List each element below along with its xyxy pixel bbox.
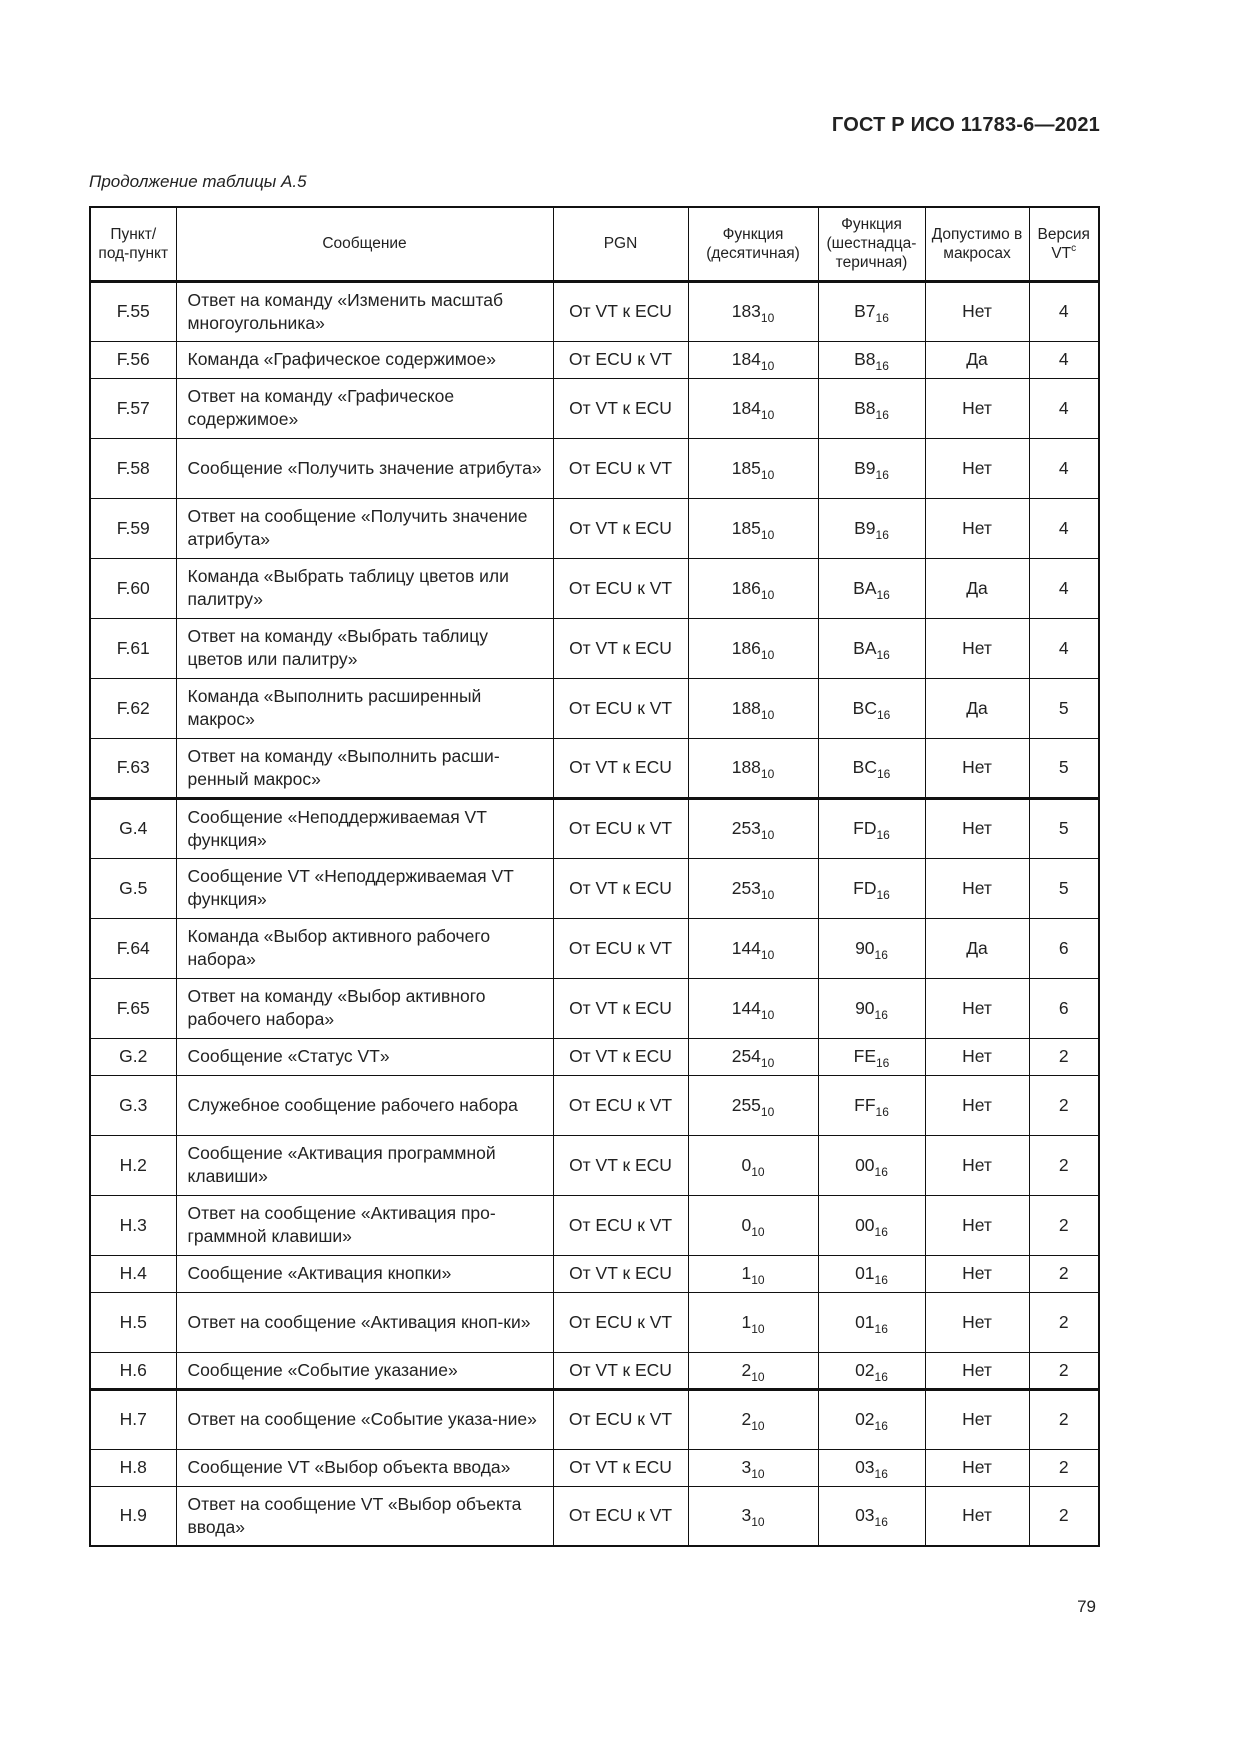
func-dec-cell: [688, 1352, 818, 1389]
item-cell: F.64: [90, 918, 176, 978]
func-dec-base: 10: [751, 1321, 765, 1336]
func-hex-base: 16: [876, 707, 891, 722]
message-cell: Сообщение «Неподдерживаемая VT функция»: [176, 798, 553, 858]
func-hex-base: 16: [876, 767, 891, 781]
message-cell: Ответ на команду «Изменить масштаб многоугольника»: [176, 281, 553, 341]
func-dec-cell: [688, 1449, 818, 1486]
item-cell: H.9: [90, 1486, 176, 1546]
pgn-cell: От ECU к VT: [553, 341, 688, 378]
func-dec-value: 0: [741, 1214, 752, 1235]
func-dec-base: 10: [760, 467, 775, 482]
func-dec-cell: [688, 858, 818, 918]
col-func-dec-header: Функция (десятичная): [688, 207, 818, 281]
item-cell: F.55: [90, 281, 176, 341]
table-row: [90, 1255, 1099, 1292]
macros-cell: Нет: [925, 978, 1029, 1038]
func-hex-cell: [818, 1292, 925, 1352]
version-cell: 2: [1029, 1352, 1099, 1389]
macros-cell: Нет: [925, 378, 1029, 438]
func-dec-base: 10: [760, 1007, 775, 1022]
func-hex-value: B8: [854, 349, 876, 369]
item-cell: G.5: [90, 858, 176, 918]
func-hex-value: BC: [852, 697, 877, 718]
macros-cell: Нет: [925, 1292, 1029, 1352]
table-row: [90, 738, 1099, 798]
macros-cell: Да: [925, 341, 1029, 378]
message-cell: Сообщение VT «Выбор объекта ввода»: [176, 1449, 553, 1486]
func-dec-cell: [688, 1486, 818, 1546]
func-dec-cell: [688, 1389, 818, 1449]
pgn-cell: От ECU к VT: [553, 1486, 688, 1546]
message-cell: Ответ на сообщение «Событие указа-ние»: [176, 1389, 553, 1449]
col-macros-header: Допустимо в макросах: [925, 207, 1029, 281]
func-dec-value: 185: [731, 517, 761, 538]
func-dec-cell: [688, 1195, 818, 1255]
func-hex-base: 16: [874, 1419, 888, 1433]
version-cell: 2: [1029, 1292, 1099, 1352]
table-row: [90, 281, 1099, 341]
func-hex-value: 90: [855, 937, 875, 958]
func-dec-cell: [688, 1135, 818, 1195]
func-dec-base: 10: [760, 767, 775, 781]
table-row: [90, 1352, 1099, 1389]
item-cell: F.56: [90, 341, 176, 378]
pgn-cell: От VT к ECU: [553, 281, 688, 341]
func-hex-cell: [818, 1255, 925, 1292]
table-row: [90, 1135, 1099, 1195]
func-dec-base: 10: [760, 359, 775, 373]
func-dec-cell: [688, 678, 818, 738]
version-cell: 5: [1029, 738, 1099, 798]
item-cell: G.4: [90, 798, 176, 858]
func-hex-cell: [818, 378, 925, 438]
func-hex-base: 16: [876, 587, 890, 602]
item-cell: H.7: [90, 1389, 176, 1449]
message-cell: Команда «Выбрать таблицу цветов или палитру»: [176, 558, 553, 618]
table-row: [90, 978, 1099, 1038]
func-hex-base: 16: [875, 407, 889, 422]
version-cell: 2: [1029, 1449, 1099, 1486]
func-hex-cell: [818, 281, 925, 341]
func-hex-cell: [818, 558, 925, 618]
func-hex-value: B7: [854, 301, 876, 321]
func-hex-cell: [818, 1352, 925, 1389]
item-cell: H.2: [90, 1135, 176, 1195]
table-row: [90, 918, 1099, 978]
pgn-cell: От ECU к VT: [553, 438, 688, 498]
item-cell: F.58: [90, 438, 176, 498]
table-row: [90, 618, 1099, 678]
func-dec-base: 10: [760, 647, 775, 662]
func-dec-value: 185: [731, 457, 761, 478]
func-dec-cell: [688, 798, 818, 858]
macros-cell: Нет: [925, 1075, 1029, 1135]
item-cell: H.6: [90, 1352, 176, 1389]
col-func-hex-header: Функция (шестнадца-теричная): [818, 207, 925, 281]
func-hex-base: 16: [874, 1224, 888, 1239]
func-hex-cell: [818, 1195, 925, 1255]
item-cell: H.5: [90, 1292, 176, 1352]
func-dec-base: 10: [760, 947, 775, 962]
func-dec-cell: [688, 978, 818, 1038]
pgn-cell: От VT к ECU: [553, 738, 688, 798]
item-cell: G.2: [90, 1038, 176, 1075]
version-cell: 4: [1029, 498, 1099, 558]
func-hex-cell: [818, 498, 925, 558]
func-hex-value: B8: [854, 397, 876, 418]
func-hex-base: 16: [875, 359, 889, 373]
func-hex-value: 03: [855, 1457, 875, 1477]
func-hex-base: 16: [875, 311, 889, 325]
item-cell: H.4: [90, 1255, 176, 1292]
table-row: [90, 1075, 1099, 1135]
table-row: [90, 1449, 1099, 1486]
version-cell: 2: [1029, 1255, 1099, 1292]
func-hex-value: 03: [855, 1505, 875, 1526]
func-dec-base: 10: [760, 587, 775, 602]
version-cell: 2: [1029, 1389, 1099, 1449]
func-hex-value: 01: [855, 1311, 875, 1332]
func-dec-value: 188: [731, 757, 761, 777]
messages-table: [89, 206, 1100, 1547]
macros-cell: Нет: [925, 1255, 1029, 1292]
macros-cell: Нет: [925, 1195, 1029, 1255]
func-hex-value: 00: [855, 1214, 875, 1235]
version-cell: 5: [1029, 858, 1099, 918]
col-message-header: Сообщение: [176, 207, 553, 281]
func-hex-value: 02: [855, 1409, 875, 1429]
version-cell: 4: [1029, 281, 1099, 341]
message-cell: Ответ на сообщение VT «Выбор объекта ввода»: [176, 1486, 553, 1546]
pgn-cell: От VT к ECU: [553, 618, 688, 678]
table-row: [90, 798, 1099, 858]
func-dec-value: 1: [741, 1263, 752, 1283]
message-cell: Ответ на сообщение «Получить значение атрибута»: [176, 498, 553, 558]
pgn-cell: От VT к ECU: [553, 858, 688, 918]
item-cell: F.59: [90, 498, 176, 558]
macros-cell: Нет: [925, 798, 1029, 858]
func-dec-value: 183: [731, 301, 761, 321]
version-cell: 2: [1029, 1075, 1099, 1135]
func-dec-base: 10: [760, 707, 775, 722]
func-hex-cell: [818, 798, 925, 858]
macros-cell: Нет: [925, 1038, 1029, 1075]
func-hex-value: BA: [853, 577, 877, 598]
func-hex-base: 16: [876, 828, 890, 842]
macros-cell: Нет: [925, 858, 1029, 918]
message-cell: Ответ на сообщение «Активация про-граммной клавиши»: [176, 1195, 553, 1255]
func-hex-base: 16: [876, 887, 890, 902]
func-hex-base: 16: [875, 1104, 889, 1119]
func-dec-base: 10: [751, 1419, 765, 1433]
item-cell: F.62: [90, 678, 176, 738]
message-cell: Сообщение VT «Неподдерживаемая VT функция»: [176, 858, 553, 918]
func-dec-value: 188: [731, 697, 761, 718]
func-dec-base: 10: [760, 828, 775, 842]
message-cell: Ответ на команду «Выбрать таблицу цветов или палитру»: [176, 618, 553, 678]
pgn-cell: От ECU к VT: [553, 798, 688, 858]
func-dec-base: 10: [760, 527, 775, 542]
macros-cell: Нет: [925, 1486, 1029, 1546]
macros-cell: Да: [925, 678, 1029, 738]
func-dec-cell: [688, 1038, 818, 1075]
func-hex-cell: [818, 918, 925, 978]
func-dec-value: 253: [731, 818, 761, 838]
version-cell: 6: [1029, 978, 1099, 1038]
func-hex-value: FE: [853, 1046, 876, 1066]
func-dec-base: 10: [751, 1467, 765, 1481]
func-hex-cell: [818, 978, 925, 1038]
pgn-cell: От VT к ECU: [553, 378, 688, 438]
pgn-cell: От VT к ECU: [553, 1135, 688, 1195]
func-hex-cell: [818, 678, 925, 738]
item-cell: H.8: [90, 1449, 176, 1486]
func-hex-base: 16: [874, 1467, 888, 1481]
macros-cell: Нет: [925, 1352, 1029, 1389]
func-dec-base: 10: [751, 1224, 765, 1239]
version-cell: 2: [1029, 1135, 1099, 1195]
page-number: 79: [1077, 1597, 1096, 1616]
item-cell: F.63: [90, 738, 176, 798]
pgn-cell: От VT к ECU: [553, 1038, 688, 1075]
func-hex-cell: [818, 1486, 925, 1546]
func-hex-cell: [818, 1135, 925, 1195]
message-cell: Ответ на команду «Выполнить расши-ренный макрос»: [176, 738, 553, 798]
item-cell: F.61: [90, 618, 176, 678]
func-dec-cell: [688, 281, 818, 341]
macros-cell: Да: [925, 918, 1029, 978]
document-header: ГОСТ Р ИСО 11783-6—2021: [831, 114, 1100, 136]
item-cell: F.65: [90, 978, 176, 1038]
table-row: [90, 558, 1099, 618]
func-hex-base: 16: [874, 1273, 888, 1287]
func-dec-cell: [688, 738, 818, 798]
func-dec-base: 10: [751, 1369, 765, 1384]
version-cell: 4: [1029, 438, 1099, 498]
pgn-cell: От VT к ECU: [553, 978, 688, 1038]
func-dec-value: 2: [741, 1409, 752, 1429]
pgn-cell: От ECU к VT: [553, 1389, 688, 1449]
item-cell: G.3: [90, 1075, 176, 1135]
table-row: [90, 378, 1099, 438]
pgn-cell: От ECU к VT: [553, 918, 688, 978]
message-cell: Ответ на команду «Графическое содержимое»: [176, 378, 553, 438]
func-dec-base: 10: [751, 1515, 765, 1530]
message-cell: Команда «Выбор активного рабочего набора»: [176, 918, 553, 978]
macros-cell: Нет: [925, 738, 1029, 798]
macros-cell: Да: [925, 558, 1029, 618]
pgn-cell: От ECU к VT: [553, 1195, 688, 1255]
func-hex-value: BC: [852, 757, 877, 777]
table-row: [90, 438, 1099, 498]
version-cell: 4: [1029, 558, 1099, 618]
func-dec-base: 10: [760, 407, 775, 422]
version-cell: 5: [1029, 798, 1099, 858]
func-dec-base: 10: [760, 311, 775, 325]
func-dec-value: 1: [741, 1311, 752, 1332]
pgn-cell: От VT к ECU: [553, 1255, 688, 1292]
pgn-cell: От ECU к VT: [553, 1075, 688, 1135]
func-dec-value: 0: [741, 1154, 752, 1175]
func-dec-cell: [688, 1292, 818, 1352]
table-caption: Продолжение таблицы А.5: [89, 172, 307, 191]
message-cell: Сообщение «Получить значение атрибута»: [176, 438, 553, 498]
pgn-cell: От ECU к VT: [553, 558, 688, 618]
func-hex-base: 16: [874, 1007, 888, 1022]
macros-cell: Нет: [925, 1449, 1029, 1486]
func-dec-value: 184: [731, 349, 761, 369]
message-cell: Команда «Графическое содержимое»: [176, 341, 553, 378]
version-cell: 2: [1029, 1486, 1099, 1546]
col-item-header: Пункт/ под-пункт: [90, 207, 176, 281]
pgn-cell: От ECU к VT: [553, 1292, 688, 1352]
macros-cell: Нет: [925, 618, 1029, 678]
func-hex-cell: [818, 1038, 925, 1075]
func-dec-cell: [688, 498, 818, 558]
func-hex-cell: [818, 1075, 925, 1135]
func-hex-value: 02: [855, 1359, 875, 1380]
message-cell: Сообщение «Активация программной клавиши»: [176, 1135, 553, 1195]
pgn-cell: От VT к ECU: [553, 1449, 688, 1486]
func-hex-value: FF: [854, 1094, 876, 1115]
version-cell: 5: [1029, 678, 1099, 738]
table-row: [90, 1389, 1099, 1449]
table-row: [90, 1292, 1099, 1352]
func-dec-value: 186: [731, 637, 761, 658]
func-dec-cell: [688, 918, 818, 978]
func-hex-cell: [818, 341, 925, 378]
message-cell: Команда «Выполнить расширенный макрос»: [176, 678, 553, 738]
func-hex-value: 00: [855, 1154, 875, 1175]
col-version-header: [1029, 207, 1099, 281]
func-hex-base: 16: [876, 1056, 890, 1070]
func-dec-value: 144: [731, 997, 761, 1018]
table-row: [90, 1486, 1099, 1546]
func-hex-base: 16: [874, 1369, 888, 1384]
func-dec-value: 184: [731, 397, 761, 418]
col-pgn-header: PGN: [553, 207, 688, 281]
version-cell: 4: [1029, 618, 1099, 678]
func-hex-cell: [818, 618, 925, 678]
func-hex-cell: [818, 858, 925, 918]
pgn-cell: От VT к ECU: [553, 498, 688, 558]
pgn-cell: От VT к ECU: [553, 1352, 688, 1389]
item-cell: F.57: [90, 378, 176, 438]
func-dec-value: 254: [731, 1046, 761, 1066]
pgn-cell: От ECU к VT: [553, 678, 688, 738]
table-row: [90, 498, 1099, 558]
message-cell: Сообщение «Событие указание»: [176, 1352, 553, 1389]
func-hex-base: 16: [874, 1321, 888, 1336]
message-cell: Сообщение «Активация кнопки»: [176, 1255, 553, 1292]
macros-cell: Нет: [925, 1135, 1029, 1195]
func-hex-value: B9: [854, 517, 876, 538]
macros-cell: Нет: [925, 281, 1029, 341]
func-hex-value: FD: [853, 818, 877, 838]
func-hex-value: FD: [853, 877, 877, 898]
func-dec-value: 3: [741, 1457, 752, 1477]
func-hex-base: 16: [875, 467, 889, 482]
func-dec-cell: [688, 378, 818, 438]
func-hex-value: BA: [853, 637, 877, 658]
func-hex-cell: [818, 738, 925, 798]
col-version-footnote: c: [1071, 242, 1077, 254]
func-hex-base: 16: [874, 1164, 888, 1179]
table-row: [90, 678, 1099, 738]
func-hex-base: 16: [876, 647, 890, 662]
header-row: [90, 207, 1099, 281]
table-row: [90, 1195, 1099, 1255]
func-dec-value: 2: [741, 1359, 752, 1380]
func-hex-cell: [818, 1449, 925, 1486]
func-dec-base: 10: [751, 1273, 765, 1287]
func-dec-value: 144: [731, 937, 761, 958]
version-cell: 2: [1029, 1038, 1099, 1075]
item-cell: F.60: [90, 558, 176, 618]
func-dec-cell: [688, 1255, 818, 1292]
func-dec-base: 10: [760, 1056, 775, 1070]
func-hex-value: 01: [855, 1263, 875, 1283]
func-dec-value: 186: [731, 577, 761, 598]
func-hex-cell: [818, 438, 925, 498]
func-hex-base: 16: [875, 527, 889, 542]
func-dec-base: 10: [760, 1104, 775, 1119]
item-cell: H.3: [90, 1195, 176, 1255]
message-cell: Ответ на сообщение «Активация кноп-ки»: [176, 1292, 553, 1352]
func-dec-value: 253: [731, 877, 761, 898]
table-row: [90, 1038, 1099, 1075]
macros-cell: Нет: [925, 438, 1029, 498]
func-dec-value: 255: [731, 1094, 761, 1115]
message-cell: Служебное сообщение рабочего набора: [176, 1075, 553, 1135]
func-hex-value: B9: [854, 457, 876, 478]
table-row: [90, 341, 1099, 378]
message-cell: Сообщение «Статус VT»: [176, 1038, 553, 1075]
col-version-label: Версия VT: [1037, 225, 1090, 262]
func-dec-value: 3: [741, 1505, 752, 1526]
func-dec-cell: [688, 558, 818, 618]
version-cell: 2: [1029, 1195, 1099, 1255]
func-dec-cell: [688, 1075, 818, 1135]
func-dec-cell: [688, 438, 818, 498]
macros-cell: Нет: [925, 498, 1029, 558]
version-cell: 4: [1029, 378, 1099, 438]
func-dec-base: 10: [751, 1164, 765, 1179]
message-cell: Ответ на команду «Выбор активного рабочего набора»: [176, 978, 553, 1038]
func-hex-base: 16: [874, 947, 888, 962]
version-cell: 4: [1029, 341, 1099, 378]
func-dec-cell: [688, 341, 818, 378]
macros-cell: Нет: [925, 1389, 1029, 1449]
func-hex-value: 90: [855, 997, 875, 1018]
func-dec-cell: [688, 618, 818, 678]
func-dec-base: 10: [760, 887, 775, 902]
table-row: [90, 858, 1099, 918]
func-hex-base: 16: [874, 1515, 888, 1530]
func-hex-cell: [818, 1389, 925, 1449]
version-cell: 6: [1029, 918, 1099, 978]
